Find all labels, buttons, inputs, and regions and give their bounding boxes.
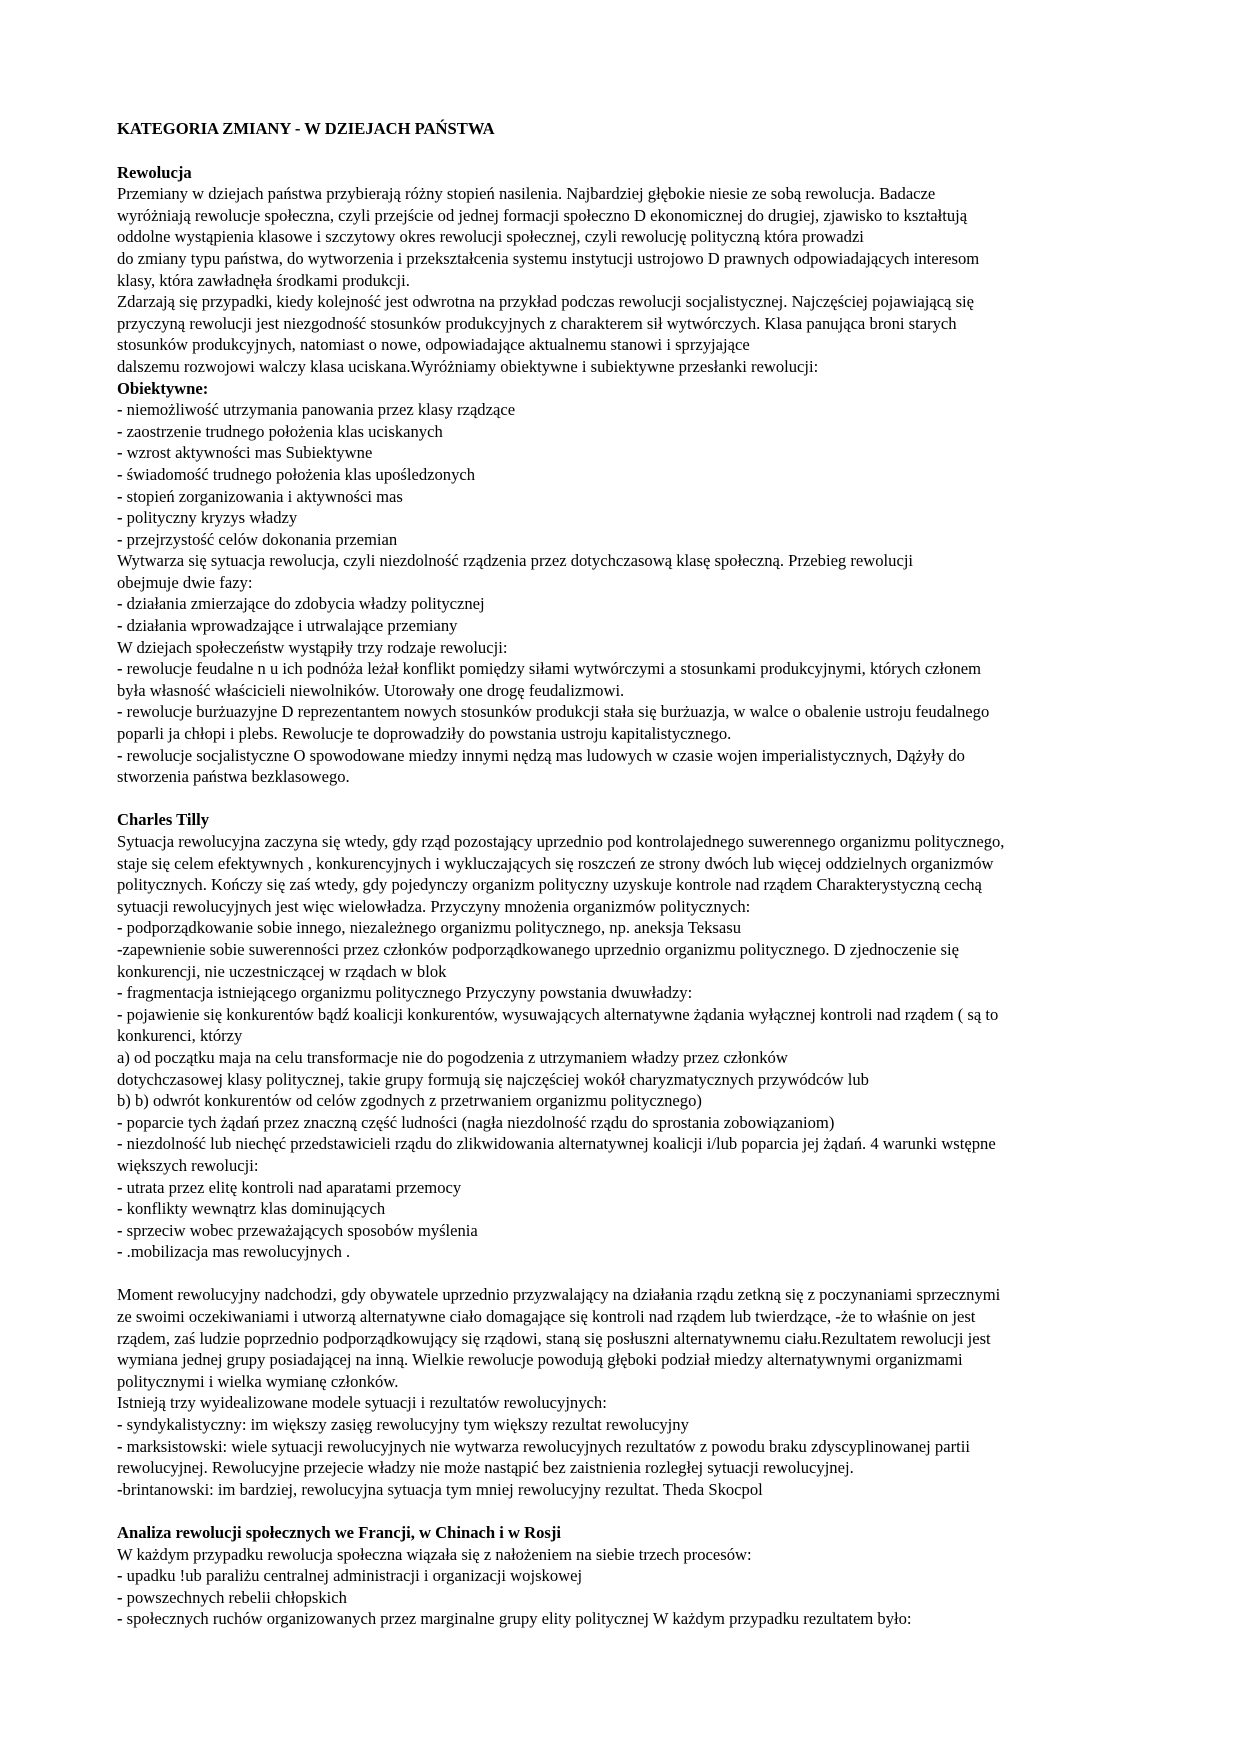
text-line: - zaostrzenie trudnego położenia klas uciskanych — [117, 421, 443, 441]
bullet-dash: - — [117, 1199, 123, 1219]
text-line: Obiektywne: — [117, 378, 209, 398]
bullet-dash: - — [117, 983, 123, 1003]
section-heading: Analiza rewolucji społecznych we Francji, w Chinach i w Rosji — [117, 1523, 562, 1542]
text-line: - sprzeciw wobec przeważających sposobów myślenia — [117, 1220, 478, 1240]
bullet-dash: - — [117, 1479, 123, 1499]
section — [117, 162, 1127, 788]
text-line: większych rewolucji: — [117, 1155, 259, 1175]
bullet-dash: - — [117, 464, 123, 484]
text-line: klasy, która zawładnęła środkami produkcji. — [117, 270, 410, 290]
bullet-dash: - — [117, 421, 123, 441]
bullet-dash: - — [117, 508, 123, 528]
text-line: - konflikty wewnątrz klas dominujących — [117, 1199, 386, 1219]
bullet-dash: - — [117, 1220, 123, 1240]
bullet-dash: - — [117, 400, 123, 420]
bullet-dash: - — [117, 939, 123, 959]
text-line: Przemiany w dziejach państwa przybierają różny stopień nasilenia. Najbardziej głębokie niesie ze sobą rewolucja. Badacze — [117, 184, 936, 204]
text-line: Wytwarza się sytuacja rewolucja, czyli niezdolność rządzenia przez dotychczasową klasę społeczną. Przebieg rewolucji — [117, 551, 914, 571]
text-line: staje się celem efektywnych , konkurencyjnych i wykluczających się roszczeń ze strony dwóch lub więcej oddzielnych organizmów — [117, 853, 994, 873]
section-heading: Charles Tilly — [117, 810, 210, 830]
text-line: - utrata przez elitę kontroli nad aparatami przemocy — [117, 1177, 462, 1197]
text-line: - rewolucje socjalistyczne O spowodowane miedzy innymi nędzą mas ludowych w czasie wojen imperialistycznych, Dążyły do — [117, 745, 965, 765]
text-line: wyróżniają rewolucje społeczna, czyli przejście od jednej formacji społeczno D ekonomicznej do drugiej, zjawisko to kształtują — [117, 205, 968, 225]
text-line: - .mobilizacja mas rewolucyjnych . — [117, 1242, 351, 1262]
text-line: a) od początku maja na celu transformacje nie do pogodzenia z utrzymaniem władzy przez członków — [117, 1047, 788, 1067]
section — [117, 1522, 1127, 1630]
document-page — [117, 118, 1127, 1630]
section-heading: Rewolucja — [117, 162, 192, 182]
bullet-dash: - — [117, 443, 123, 463]
text-line: obejmuje dwie fazy: — [117, 572, 253, 592]
text-line: Zdarzają się przypadki, kiedy kolejność jest odwrotna na przykład podczas rewolucji socjalistycznej. Najczęściej pojawiającą się — [117, 292, 975, 312]
bullet-dash: - — [117, 1004, 123, 1024]
text-line: dotychczasowej klasy politycznej, takie grupy formują się najczęściej wokół charyzmatycznych przywódców lub — [117, 1069, 869, 1089]
text-line: - rewolucje feudalne n u ich podnóża leżał konflikt pomiędzy siłami wytwórczymi a stosunkami produkcyjnymi, których członem — [117, 659, 982, 679]
bullet-dash: - — [117, 529, 123, 549]
bullet-dash: - — [117, 702, 123, 722]
section — [117, 1284, 1127, 1500]
text-line: W dziejach społeczeństw wystąpiły trzy rodzaje rewolucji: — [117, 637, 508, 657]
text-line: - niezdolność lub niechęć przedstawicieli rządu do zlikwidowania alternatywnej koalicji i/lub poparcia jej żądań. 4 warunki wstępne — [117, 1134, 996, 1154]
text-line: - marksistowski: wiele sytuacji rewolucyjnych nie wytwarza rewolucyjnych rezultatów z powodu braku zdyscyplinowanej partii — [117, 1436, 970, 1456]
text-line: ze swoimi oczekiwaniami i utworzą alternatywne ciało domagające się kontroli nad rządem lub twierdzące, -że to właśnie on jest — [117, 1307, 976, 1327]
text-line: Sytuacja rewolucyjna zaczyna się wtedy, gdy rząd pozostający uprzednio pod kontrolajednego suwerennego organizmu politycznego, — [117, 832, 1005, 851]
text-line: - fragmentacja istniejącego organizmu politycznego Przyczyny powstania dwuwładzy: — [117, 983, 693, 1003]
text-line: politycznymi i wielka wymianę członków. — [117, 1371, 399, 1391]
bullet-dash: - — [117, 486, 123, 506]
document-title: KATEGORIA ZMIANY - W DZIEJACH PAŃSTWA — [117, 119, 495, 138]
text-line: poparli ja chłopi i plebs. Rewolucje te doprowadziły do powstania ustroju kapitalistycznego. — [117, 724, 732, 744]
text-line: oddolne wystąpienia klasowe i szczytowy okres rewolucji społecznej, czyli rewolucję polityczną która prowadzi — [117, 227, 864, 247]
text-line: - społecznych ruchów organizowanych przez marginalne grupy elity politycznej W każdym przypadku rezultatem było: — [117, 1609, 912, 1629]
text-line: - działania zmierzające do zdobycia władzy politycznej — [117, 594, 485, 614]
text-line: była własność właścicieli niewolników. Utorowały one drogę feudalizmowi. — [117, 680, 625, 700]
text-line: konkurencji, nie uczestniczącej w rządach w blok — [117, 961, 447, 981]
text-line: b) b) odwrót konkurentów od celów zgodnych z przetrwaniem organizmu politycznego) — [117, 1091, 702, 1111]
section-gap — [117, 1500, 1127, 1522]
text-line: - powszechnych rebelii chłopskich — [117, 1587, 347, 1607]
text-line: - działania wprowadzające i utrwalające przemiany — [117, 616, 458, 636]
text-line: - niemożliwość utrzymania panowania przez klasy rządzące — [117, 400, 516, 420]
text-line: - wzrost aktywności mas Subiektywne — [117, 443, 373, 463]
text-line: - pojawienie się konkurentów bądź koalicji konkurentów, wysuwających alternatywne żądania wyłącznej kontroli nad rządem ( są to — [117, 1004, 999, 1024]
text-line: stworzenia państwa bezklasowego. — [117, 767, 350, 787]
text-line: do zmiany typu państwa, do wytworzenia i przekształcenia systemu instytucji ustrojowo D prawnych odpowiadających interesom — [117, 248, 980, 268]
text-line: - upadku !ub paraliżu centralnej administracji i organizacji wojskowej — [117, 1566, 583, 1586]
text-line: sytuacji rewolucyjnych jest więc wielowładza. Przyczyny mnożenia organizmów politycznych: — [117, 896, 751, 916]
bullet-dash: - — [117, 1134, 123, 1154]
text-line: politycznych. Kończy się zaś wtedy, gdy pojedynczy organizm polityczny uzyskuje kontrole nad rządem Charakterystyczną cechą — [117, 875, 982, 895]
bullet-dash: - — [117, 1177, 123, 1197]
bullet-dash: - — [117, 745, 123, 765]
document-body — [117, 162, 1127, 1630]
text-line: - rewolucje burżuazyjne D reprezentantem nowych stosunków produkcji stała się burżuazja, w walce o obalenie ustroju feudalnego — [117, 702, 990, 722]
bullet-dash: - — [117, 616, 123, 636]
text-line: konkurenci, którzy — [117, 1026, 243, 1046]
bullet-dash: - — [117, 659, 123, 679]
text-line: Istnieją trzy wyidealizowane modele sytuacji i rezultatów rewolucyjnych: — [117, 1393, 607, 1413]
text-line: -brintanowski: im bardziej, rewolucyjna sytuacja tym mniej rewolucyjny rezultat. Theda Skocpol — [117, 1479, 763, 1499]
text-line: - poparcie tych żądań przez znaczną część ludności (nagła niezdolność rządu do sprostania zobowiązaniom) — [117, 1112, 835, 1132]
bullet-dash: - — [117, 1609, 123, 1629]
section — [117, 809, 1127, 1262]
bullet-dash: - — [117, 918, 123, 938]
bullet-dash: - — [117, 1415, 123, 1435]
text-line: rewolucyjnej. Rewolucyjne przejecie władzy nie może nastąpić bez zaistnienia rozległej sytuacji rewolucyjnej. — [117, 1458, 854, 1478]
text-line: przyczyną rewolucji jest niezgodność stosunków produkcyjnych z charakterem sił wytwórczych. Klasa panująca broni starych — [117, 313, 957, 333]
bullet-dash: - — [117, 1112, 123, 1132]
text-line: stosunków produkcyjnych, natomiast o nowe, odpowiadające aktualnemu stanowi i sprzyjające — [117, 335, 750, 355]
text-line: rządem, zaś ludzie poprzednio podporządkowujący się rządowi, staną się posłuszni alternatywnemu ciału.Rezultatem rewolucji jest — [117, 1328, 991, 1348]
section-gap — [117, 1263, 1127, 1285]
text-line: dalszemu rozwojowi walczy klasa uciskana.Wyróżniamy obiektywne i subiektywne przesłanki rewolucji: — [117, 356, 819, 376]
text-line: W każdym przypadku rewolucja społeczna wiązała się z nałożeniem na siebie trzech procesów: — [117, 1544, 752, 1564]
text-line: - podporządkowanie sobie innego, niezależnego organizmu politycznego, np. aneksja Teksasu — [117, 918, 741, 938]
bullet-dash: - — [117, 594, 123, 614]
text-line: - świadomość trudnego położenia klas upośledzonych — [117, 464, 476, 484]
text-line: - stopień zorganizowania i aktywności mas — [117, 486, 403, 506]
bullet-dash: - — [117, 1566, 123, 1586]
text-line: - przejrzystość celów dokonania przemian — [117, 529, 398, 549]
bullet-dash: - — [117, 1587, 123, 1607]
bullet-dash: - — [117, 1436, 123, 1456]
text-line: - polityczny kryzys władzy — [117, 508, 298, 528]
section-gap — [117, 788, 1127, 810]
text-line: - syndykalistyczny: im większy zasięg rewolucyjny tym większy rezultat rewolucyjny — [117, 1415, 689, 1435]
text-line: Moment rewolucyjny nadchodzi, gdy obywatele uprzednio przyzwalający na działania rządu zetkną się z poczynaniami sprzecznymi — [117, 1285, 1001, 1305]
text-line: wymiana jednej grupy posiadającej na inną. Wielkie rewolucje powodują głęboki podział miedzy alternatywnymi organizmami — [117, 1350, 963, 1370]
text-line: -zapewnienie sobie suwerenności przez członków podporządkowanego uprzednio organizmu politycznego. D zjednoczenie się — [117, 939, 959, 959]
bullet-dash: - — [117, 1242, 123, 1262]
